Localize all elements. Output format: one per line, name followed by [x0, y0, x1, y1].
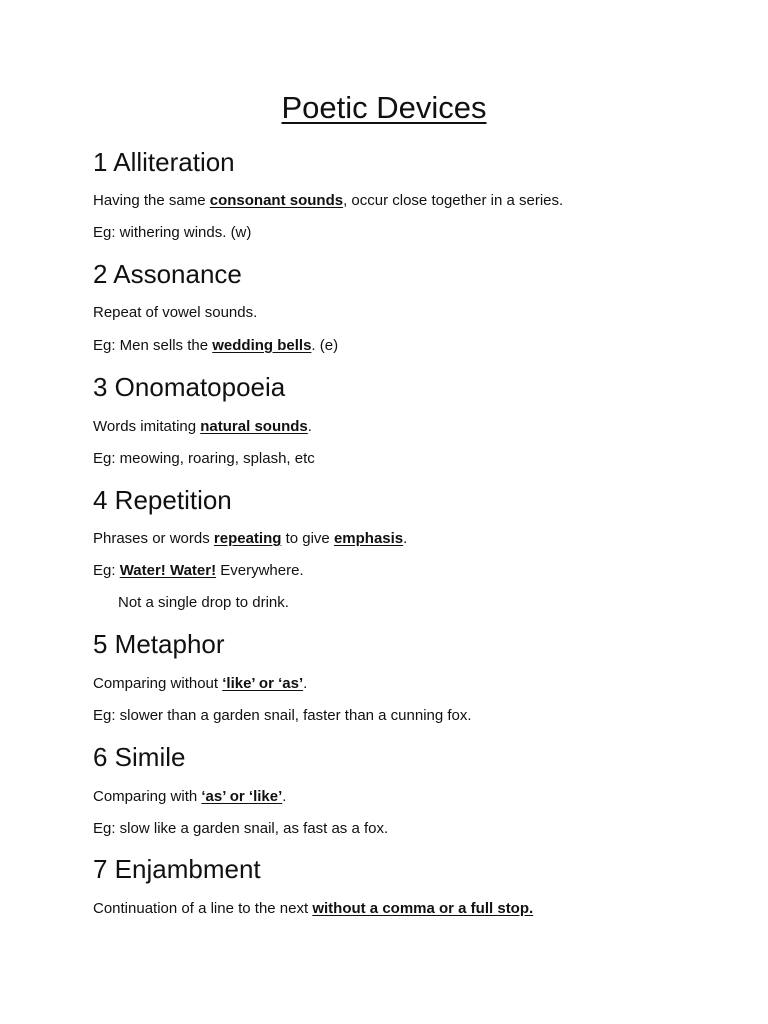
definition-text: Repeat of vowel sounds.	[93, 304, 258, 321]
key-term: ‘like’ or ‘as’	[222, 675, 304, 692]
example-text: Eg: meowing, roaring, splash, etc	[93, 450, 315, 467]
example-text: Eg: slow like a garden snail, as fast as a fox.	[93, 820, 389, 837]
text-run: . (e)	[311, 337, 339, 354]
section-heading: 4 Repetition	[93, 485, 232, 515]
section-heading: 2 Assonance	[93, 259, 242, 289]
definition-text	[93, 529, 407, 549]
key-term: without a comma or a full stop.	[312, 900, 534, 917]
definition-text	[93, 674, 307, 694]
key-term: Water! Water!	[119, 562, 217, 579]
key-term: emphasis	[333, 530, 404, 547]
text-run: .	[403, 530, 408, 547]
text-run: Comparing without	[93, 675, 223, 692]
example-text: Eg: withering winds. (w)	[93, 224, 252, 241]
text-run: Everywhere.	[216, 562, 304, 579]
key-term: consonant sounds	[209, 192, 344, 209]
section-simile	[93, 740, 733, 837]
definition-text	[93, 899, 533, 919]
section-assonance	[93, 257, 733, 354]
example-continuation-text: Not a single drop to drink.	[118, 594, 289, 611]
section-heading: 1 Alliteration	[93, 147, 235, 177]
section-heading: 7 Enjambment	[93, 854, 261, 884]
section-heading: 3 Onomatopoeia	[93, 372, 286, 402]
example-text	[93, 561, 304, 581]
definition-text	[93, 191, 563, 211]
definition-text	[93, 787, 286, 807]
example-text	[93, 336, 338, 356]
example-text: Eg: slower than a garden snail, faster than a cunning fox.	[93, 707, 472, 724]
text-run: , occur close together in a series.	[343, 192, 564, 209]
text-run: Comparing with	[93, 788, 202, 805]
section-heading: 6 Simile	[93, 742, 186, 772]
section-enjambment	[93, 852, 733, 917]
section-repetition	[93, 483, 733, 611]
text-run: .	[282, 788, 287, 805]
key-term: repeating	[213, 530, 282, 547]
text-run: Eg:	[93, 562, 120, 579]
text-run: Eg: Men sells the	[93, 337, 213, 354]
text-run: Continuation of a line to the next	[93, 900, 313, 917]
key-term: natural sounds	[200, 418, 308, 435]
text-run: Words imitating	[93, 418, 201, 435]
text-run: Having the same	[93, 192, 210, 209]
definition-text	[93, 417, 312, 437]
text-run: to give	[281, 530, 334, 547]
section-metaphor	[93, 627, 733, 724]
section-onomatopoeia	[93, 370, 733, 467]
key-term: wedding bells	[212, 337, 312, 354]
text-run: .	[307, 418, 312, 435]
section-alliteration	[93, 145, 733, 241]
text-run: Phrases or words	[93, 530, 214, 547]
section-heading: 5 Metaphor	[93, 629, 225, 659]
key-term: ‘as’ or ‘like’	[201, 788, 283, 805]
page-title: Poetic Devices	[281, 90, 487, 125]
text-run: .	[303, 675, 308, 692]
